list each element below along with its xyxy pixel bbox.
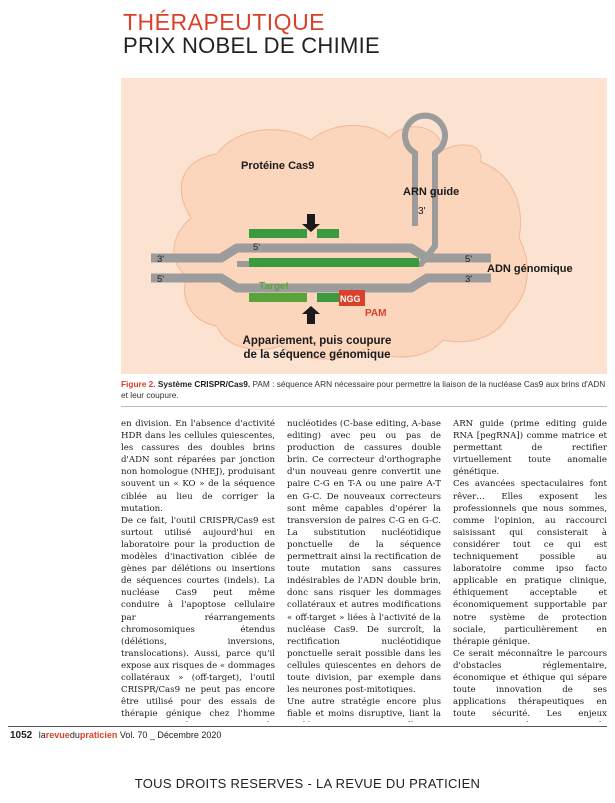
brand-la: la [38, 730, 46, 740]
paragraph: ARN guide (prime editing guide RNA [pegRNA]) comme matrice et permettant de rectifier virtuellement toute anomalie génétique. [453, 419, 607, 478]
cas9-protein-blob [174, 125, 527, 359]
paragraph: nucléotides (C-base editing, A-base editing) avec peu ou pas de production de cassures double brin. Ce correcteur d'orthographe d'un nouveau genre convertit une paire C-G en T-A ou une paire A-T en G-C. De nouveaux correcteurs sont même capables d'opérer la transversion de paires C-G en G-C. La substitution nucléotidique ponctuelle de la séquence permettrait ainsi la rectification de toute mutation sans cassures indésirables de l'ADN double brin, donc sans risquer les dommages collatéraux et autres modifications « off-target » liées à l'activité de la nucléase Cas9. De surcroît, la rectification nucléotidique ponctuelle serait possible dans les cellules quiescentes en dehors de toute division, par exemple dans les neurones post-mitotiques. [287, 419, 441, 696]
caption-title: Système CRISPR/Cas9. [157, 379, 251, 389]
paragraph: De ce fait, l'outil CRISPR/Cas9 est surtout utilisé aujourd'hui en laboratoire pour la production de modèles d'inactivation ciblée de gènes par délétions ou insertions de séquences courtes (indels). La nucléase Cas9 peut même conduire à l'apoptose cellulaire par réarrangements chromosomiques étendus (délétions, inversions, translocations). Aussi, parce qu'il expose aux risques de « dommages collatéraux » (off-target), l'outil CRISPR/Cas9 ne peut pas encore être utilisé pour des essais de thérapie génique chez l'homme [121, 515, 275, 720]
paragraph: Ce serait méconnaître le parcours d'obstacles réglementaire, économique et éthique qui sépare toute innovation de ses applications thérapeutiques en toute sécurité. Les enjeux [453, 648, 607, 720]
protein-label: Protéine Cas9 [241, 160, 315, 172]
bottom-caption-line2: de la séquence génomique [243, 349, 391, 361]
text-column-3 [453, 418, 607, 722]
pam-label: PAM [365, 308, 387, 319]
target-bottom-segment-left [249, 293, 307, 302]
dna-top-5prime: 5' [465, 254, 473, 265]
page-footer [10, 729, 221, 742]
brand-praticien: praticien [79, 730, 118, 740]
guide-green-segment [249, 258, 419, 267]
brand-revue: revue [45, 730, 70, 740]
footer-divider [8, 726, 607, 727]
crispr-cas9-diagram [121, 78, 607, 374]
target-bottom-segment-right [317, 293, 339, 302]
ngg-label: NGG [340, 294, 361, 304]
dna-bottom-5prime: 5' [157, 274, 165, 285]
bottom-caption-line1: Appariement, puis coupure [242, 335, 392, 347]
dna-genomic-label: ADN génomique [487, 263, 573, 275]
text-column-1 [121, 418, 275, 722]
guide-3prime-label: 3' [418, 206, 426, 217]
target-label: Target [259, 281, 289, 292]
guide-5prime-label: 5' [253, 242, 261, 253]
copyright-notice: TOUS DROITS RESERVES - LA REVUE DU PRATICIEN [134, 776, 481, 791]
caption-text: PAM : séquence ARN nécessaire pour permettre la liaison de la nucléase Cas9 aux brins d'ADN et leur coupure. [121, 379, 606, 400]
paragraph: en division. En l'absence d'activité HDR dans les cellules quiescentes, les cassures des doubles brins d'ADN sont réparées par jonction non homologue (NHEJ), produisant souvent un « KO » de la séquence ciblée au lieu de corriger la mutation. [121, 419, 275, 514]
figure-caption [121, 379, 607, 401]
dna-bottom-3prime: 3' [465, 274, 473, 285]
caption-divider [121, 406, 607, 407]
caption-label: Figure 2. [121, 379, 156, 389]
text-column-2 [287, 418, 441, 722]
guide-rna-label: ARN guide [403, 186, 460, 198]
dna-top-3prime: 3' [157, 254, 165, 265]
issue-info: Vol. 70 _ Décembre 2020 [119, 730, 222, 740]
target-top-segment-right [317, 229, 339, 238]
brand-du: du [69, 730, 80, 740]
article-subtitle: PRIX NOBEL DE CHIMIE [123, 33, 381, 58]
paragraph: Ces avancées spectaculaires font rêver… Elles exposent les professionnels que nous sommes, comme l'opinion, au raccourci saisissant qui consisterait à considérer tout ce qui est techniquement possible au laboratoire comme ipso facto applicable en pratique clinique, éthiquement acceptable et économiquement supportable par notre système de protection sociale, particulièrement en thérapie génique. [453, 479, 607, 647]
section-title: THÉRAPEUTIQUE [123, 9, 326, 35]
target-top-segment-left [249, 229, 307, 238]
page-number: 1052 [10, 730, 33, 741]
paragraph: Une autre stratégie encore plus fiable et moins disruptive, liant la [287, 697, 441, 720]
